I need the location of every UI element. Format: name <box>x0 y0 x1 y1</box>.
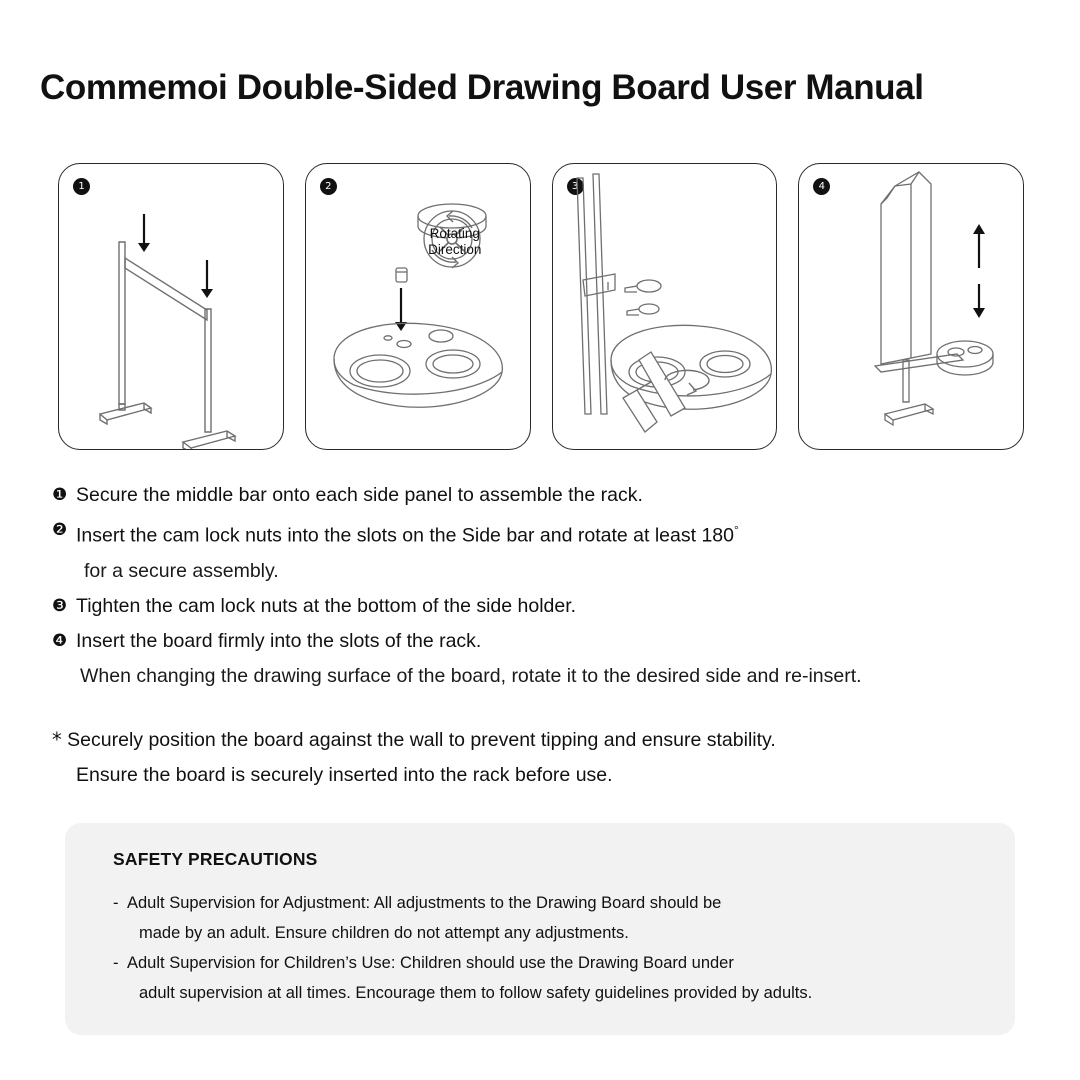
step-text-4: Insert the board firmly into the slots of the rack. <box>76 629 482 652</box>
safety-item-2 <box>113 948 977 1008</box>
assembly-steps <box>52 478 1052 694</box>
step-4-illustration <box>798 163 1024 450</box>
rotating-direction-label: Rotating Direction <box>428 226 482 257</box>
step-item-4 <box>52 624 1052 659</box>
illustration-panels <box>58 163 1024 450</box>
safety-item-2-line-2: adult supervision at all times. Encourage them to follow safety guidelines provided by adults. <box>139 984 813 1002</box>
safety-precautions-box <box>65 823 1015 1035</box>
rack-assembly-drawing <box>59 164 284 450</box>
stability-note <box>52 722 1052 793</box>
step-text-1: Secure the middle bar onto each side panel to assemble the rack. <box>76 484 643 506</box>
bullet-dash: - <box>113 954 119 972</box>
step-text-4-continuation: When changing the drawing surface of the board, rotate it to the desired side and re-insert. <box>80 664 862 687</box>
step-item-2 <box>52 513 1052 554</box>
step-number-1: ❶ <box>52 485 68 505</box>
tighten-cam-lock-drawing <box>553 164 778 450</box>
note-text-2: Ensure the board is securely inserted into the rack before use. <box>76 764 613 786</box>
step-text-2: Insert the cam lock nuts into the slots on the Side bar and rotate at least 180° <box>76 523 739 547</box>
step-badge-2: 2 <box>320 178 337 195</box>
step-badge-3: 3 <box>567 178 584 195</box>
step-badge-4: 4 <box>813 178 830 195</box>
step-2-illustration <box>305 163 531 450</box>
bullet-dash: - <box>113 894 119 912</box>
step-number-2: ❷ <box>52 520 68 540</box>
asterisk-marker: * <box>52 728 62 751</box>
note-text-1: Securely position the board against the wall to prevent tipping and ensure stability. <box>67 729 776 751</box>
cam-lock-nut-drawing <box>306 164 531 450</box>
note-line-1 <box>52 722 1052 758</box>
safety-item-2-line-1: Adult Supervision for Children’s Use: Children should use the Drawing Board under <box>127 954 734 972</box>
safety-item-1-line-1: Adult Supervision for Adjustment: All adjustments to the Drawing Board should be <box>127 894 722 912</box>
step-number-4: ❹ <box>52 630 68 651</box>
step-item-3 <box>52 589 1052 624</box>
step-1-illustration <box>58 163 284 450</box>
safety-heading: SAFETY PRECAUTIONS <box>113 849 318 869</box>
step-badge-1: 1 <box>73 178 90 195</box>
safety-item-1-line-2: made by an adult. Ensure children do not attempt any adjustments. <box>139 924 629 942</box>
insert-board-drawing <box>799 164 1024 450</box>
step-number-3: ❸ <box>52 595 68 616</box>
safety-item-1 <box>113 888 977 948</box>
step-text-2-continuation: for a secure assembly. <box>84 559 279 582</box>
step-text-3: Tighten the cam lock nuts at the bottom of the side holder. <box>76 594 577 617</box>
step-3-illustration <box>552 163 778 450</box>
step-item-1 <box>52 478 1052 513</box>
degree-symbol: ° <box>733 523 739 537</box>
page-title: Commemoi Double-Sided Drawing Board User Manual <box>40 68 924 107</box>
